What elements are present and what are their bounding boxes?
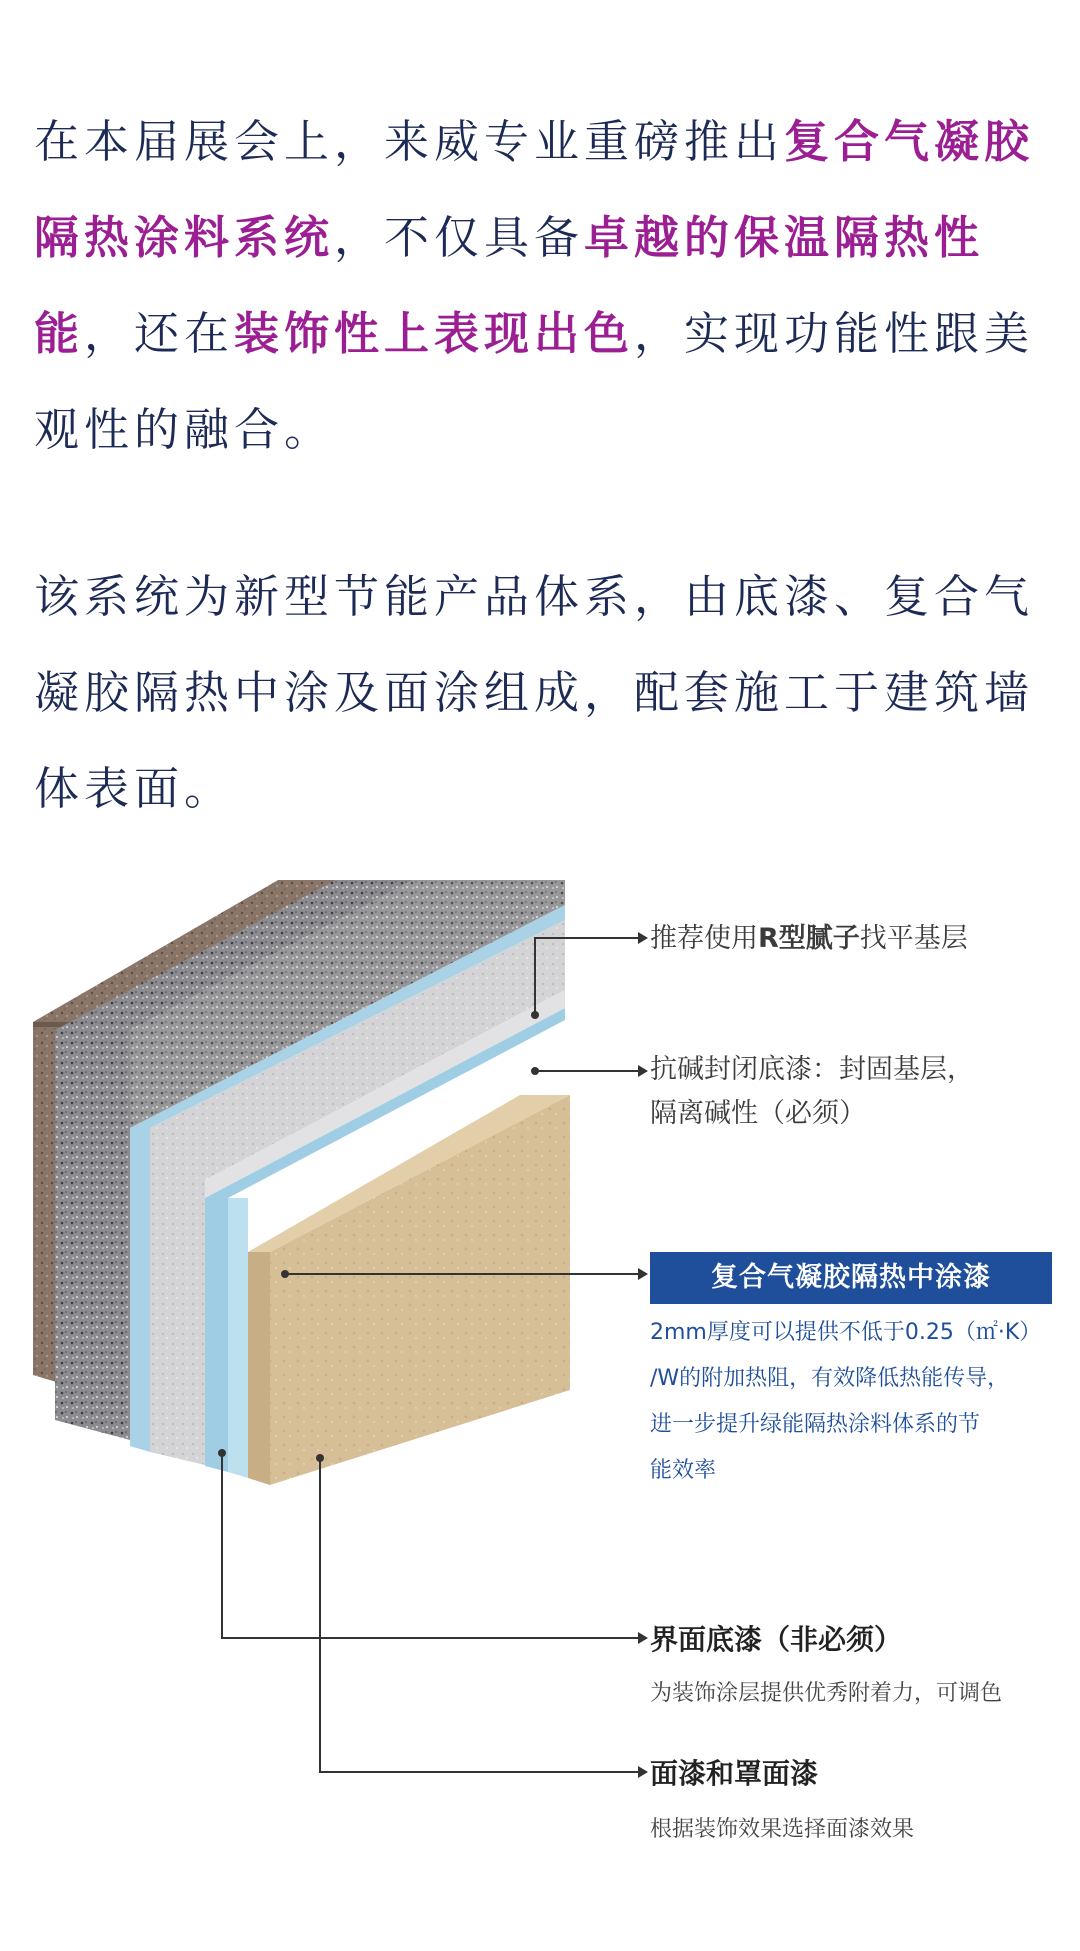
wall-layer-diagram <box>0 880 1080 1951</box>
putty-product-name: R型腻子 <box>758 923 860 954</box>
interface-description: 为装饰涂层提供优秀附着力，可调色 <box>650 1681 1003 1706</box>
highlight-system-name: 复合气凝胶隔热涂料系统 <box>34 115 1035 264</box>
connector-arrows <box>638 932 648 1778</box>
intro-paragraph-1 <box>34 94 1054 478</box>
intro-text: ，不仅具备 <box>334 211 585 264</box>
interface-title: 界面底漆（非必须） <box>650 1623 903 1656</box>
midcoat-desc-line-2: /W的附加热阻，有效降低热能传导， <box>650 1366 1010 1391</box>
intro-text: 在本届展会上，来威专业重磅推出 <box>34 115 785 168</box>
primer-annotation <box>650 1048 974 1136</box>
midcoat-label: 复合气凝胶隔热中涂漆 <box>650 1252 1052 1304</box>
primer-line-1: 抗碱封闭底漆：封固基层， <box>650 1054 974 1085</box>
topcoat-description: 根据装饰效果选择面漆效果 <box>650 1817 915 1842</box>
putty-text-c: 找平基层 <box>859 923 968 954</box>
midcoat-desc-line-3: 进一步提升绿能隔热涂料体系的节 <box>650 1412 981 1437</box>
primer-line-2: 隔离碱性（必须） <box>650 1098 866 1129</box>
midcoat-description <box>650 1310 1060 1494</box>
highlight-decorative: 装饰性上表现出色 <box>234 307 635 360</box>
midcoat-desc-line-4: 能效率 <box>650 1458 717 1483</box>
interface-primer-layer <box>228 1198 248 1478</box>
intro-paragraph-2: 该系统为新型节能产品体系，由底漆、复合气凝胶隔热中涂及面涂组成，配套施工于建筑墙体表面。 <box>34 570 1035 815</box>
intro-text: ，还在 <box>84 307 235 360</box>
highlight-insulation: 卓越的保温隔热性能 <box>34 211 985 360</box>
intro-text: ，实现功能性跟美观性的融合。 <box>34 307 1035 456</box>
putty-annotation <box>650 917 968 961</box>
putty-text-a: 推荐使用 <box>650 923 758 954</box>
topcoat-title: 面漆和罩面漆 <box>650 1757 819 1790</box>
midcoat-desc-line-1: 2mm厚度可以提供不低于0.25（㎡·K） <box>650 1320 1042 1345</box>
